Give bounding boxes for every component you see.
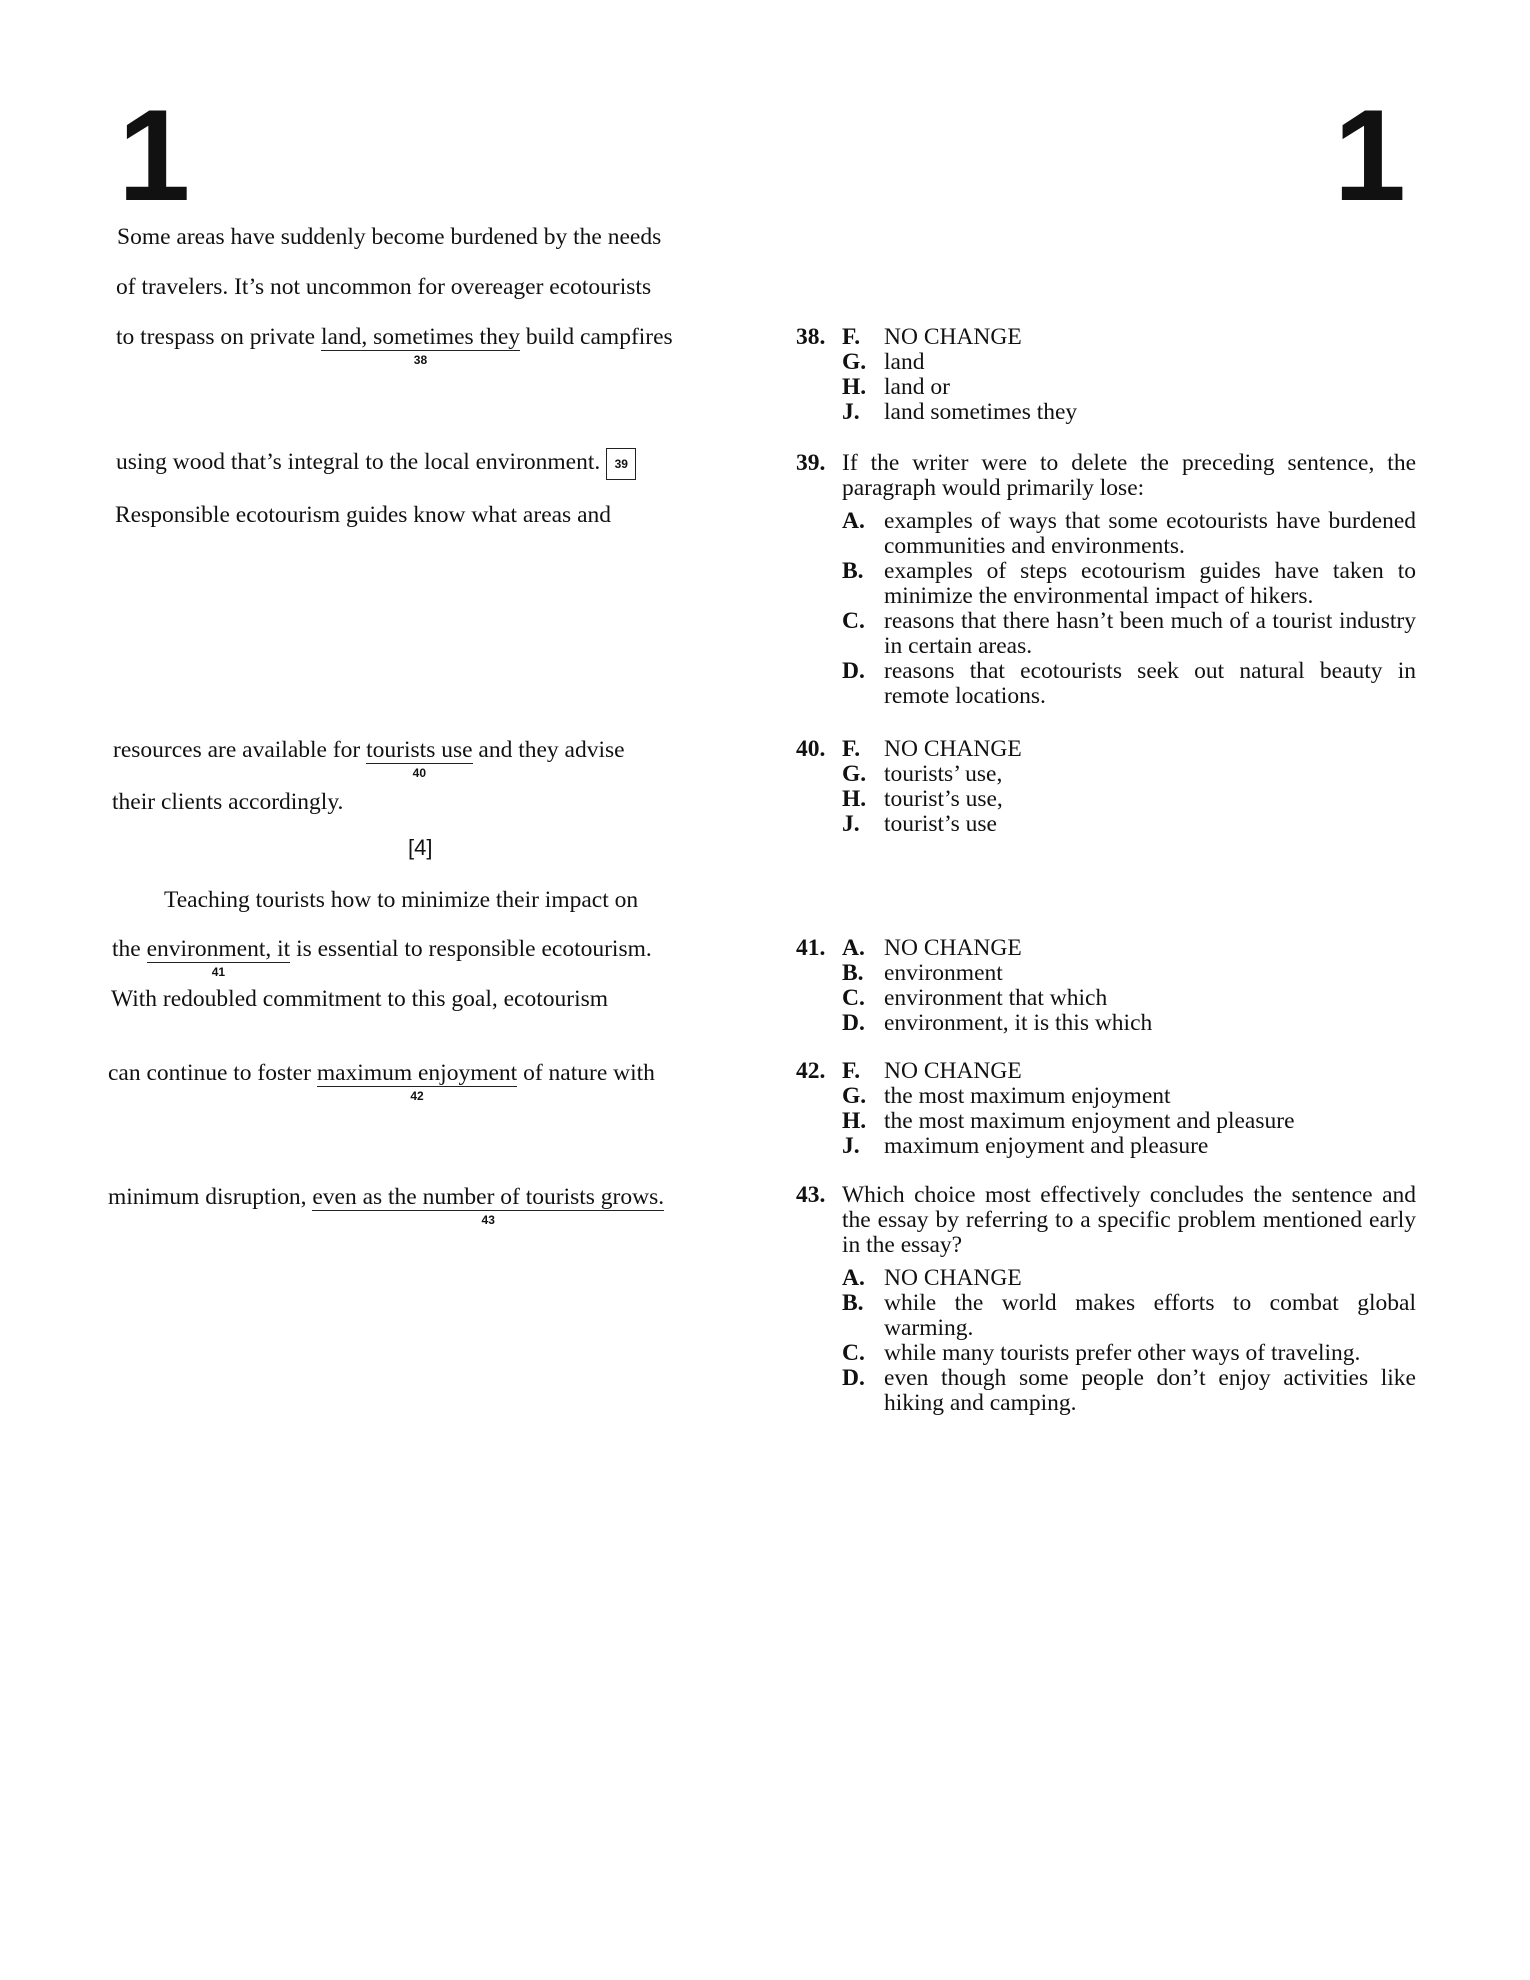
answer-option[interactable]: G. land [842,349,925,375]
question-39 [796,451,1416,709]
question-ref-40: 40 [412,766,427,780]
answer-option[interactable]: H. land or [842,374,950,400]
answer-option[interactable]: D. reasons that ecotourists seek out natural beauty in remote locations. [842,658,1416,709]
question-number: 43. [796,1182,826,1208]
question-ref-42: 42 [410,1089,424,1103]
answer-option[interactable]: A. NO CHANGE [842,1265,1022,1291]
answer-option[interactable]: A. examples of ways that some ecotourists have burdened communities and environments. [842,508,1416,559]
question-number: 39. [796,450,826,476]
question-ref-38: 38 [413,353,428,367]
passage-line: Some areas have suddenly become burdened by the needs [117,224,662,250]
passage-line: their clients accordingly. [112,789,344,815]
passage-line: Teaching tourists how to minimize their impact on [164,887,639,913]
answer-option[interactable]: D. even though some people don’t enjoy activities like hiking and camping. [842,1365,1416,1416]
answer-option[interactable]: F. NO CHANGE [842,324,1022,350]
answer-option[interactable]: J. tourist’s use [842,811,997,837]
answer-option[interactable]: F. NO CHANGE [842,736,1022,762]
underlined-phrase-40[interactable]: tourists use 40 [366,737,473,780]
question-number: 42. [796,1058,826,1084]
question-number: 41. [796,935,826,961]
answer-option[interactable]: B. environment [842,960,1003,986]
passage-line: Responsible ecotourism guides know what areas and [115,502,612,528]
question-box-39[interactable]: 39 [606,448,636,480]
underlined-phrase-43[interactable]: even as the number of tourists grows. 43 [312,1184,665,1227]
answer-option[interactable]: C. environment that which [842,985,1108,1011]
question-stem: If the writer were to delete the preceding sentence, the paragraph would primarily lose: [842,450,1416,501]
passage-line: can continue to foster maximum enjoyment 42 of nature with [108,1060,655,1103]
answer-option[interactable]: G. tourists’ use, [842,761,1003,787]
question-number: 40. [796,736,826,762]
question-ref-43: 43 [481,1213,495,1227]
underlined-phrase-42[interactable]: maximum enjoyment 42 [316,1060,518,1103]
answer-option[interactable]: A. NO CHANGE [842,935,1022,961]
question-number: 38. [796,324,826,350]
passage-line: using wood that’s integral to the local environment. 39 [116,447,636,480]
answer-option[interactable]: H. tourist’s use, [842,786,1003,812]
paragraph-label: [4] [408,835,433,860]
answer-option[interactable]: J. maximum enjoyment and pleasure [842,1133,1209,1159]
passage-line: minimum disruption, even as the number of tourists grows. 43 [108,1184,665,1227]
underlined-phrase-41[interactable]: environment, it 41 [146,936,291,979]
answer-option[interactable]: C. reasons that there hasn’t been much of a tourist industry in certain areas. [842,608,1416,659]
question-41 [796,936,1416,1036]
section-number-left: 1 [118,82,191,228]
answer-option[interactable]: D. environment, it is this which [842,1010,1153,1036]
passage-line: of travelers. It’s not uncommon for overeager ecotourists [116,274,652,300]
question-40 [796,737,1416,837]
answer-option[interactable]: J. land sometimes they [842,399,1078,425]
answer-option[interactable]: B. examples of steps ecotourism guides have taken to minimize the environmental impact of hikers. [842,558,1416,609]
question-stem: Which choice most effectively concludes the sentence and the essay by referring to a specific problem mentioned early in the essay? [842,1182,1416,1258]
answer-option[interactable]: G. the most maximum enjoyment [842,1083,1171,1109]
passage-line: With redoubled commitment to this goal, ecotourism [111,986,609,1012]
question-38 [796,325,1416,425]
answer-option[interactable]: C. while many tourists prefer other ways of traveling. [842,1340,1361,1366]
passage-line: the environment, it 41 is essential to responsible ecotourism. [112,936,652,979]
question-42 [796,1059,1416,1159]
section-number-right: 1 [1333,82,1406,228]
passage-line: resources are available for tourists use 40 and they advise [113,737,625,780]
passage-line: to trespass on private land, sometimes they 38 build campfires [116,324,673,367]
underlined-phrase-38[interactable]: land, sometimes they 38 [320,324,520,367]
answer-option[interactable]: F. NO CHANGE [842,1058,1022,1084]
question-ref-41: 41 [211,965,226,979]
answer-option[interactable]: H. the most maximum enjoyment and pleasure [842,1108,1295,1134]
question-43 [796,1183,1416,1416]
answer-option[interactable]: B. while the world makes efforts to combat global warming. [842,1290,1416,1341]
